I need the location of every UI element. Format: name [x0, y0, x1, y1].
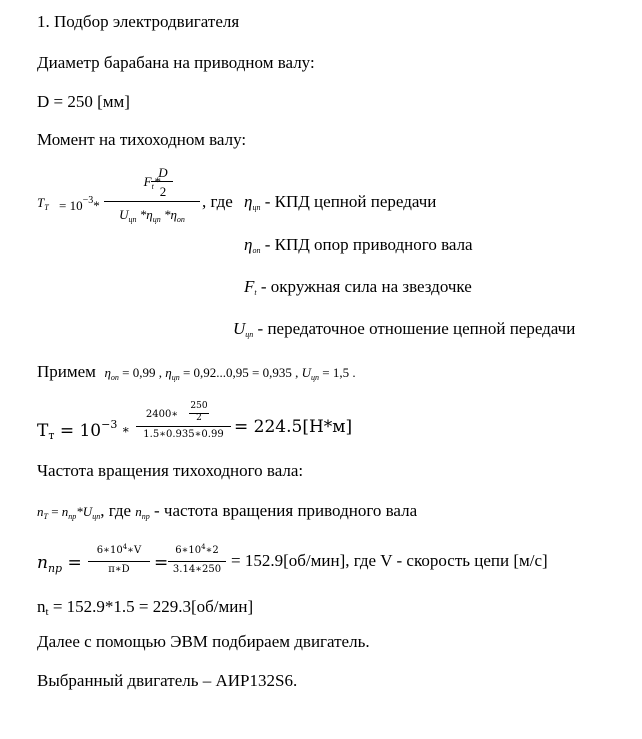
torque-formula-rhs-start: = $10^{-3}*$	[59, 195, 100, 213]
torque-calc-main-bar	[136, 426, 231, 427]
speed-label: Частота вращения тихоходного вала:	[37, 461, 304, 480]
nt-calculation: nt = 152.9*1.5 = 229.3[об/мин]	[37, 597, 254, 618]
drum-diameter-label: Диаметр барабана на приводном валу:	[37, 53, 315, 72]
torque-calc-result: = 224.5[Н*м]	[234, 417, 353, 437]
torque-calc-num-a: 2400∗	[145, 409, 179, 420]
drum-diameter-value: D = 250 [мм]	[37, 92, 130, 111]
torque-formula-numerator: $F_t*$	[143, 174, 161, 191]
where-word: , где	[202, 192, 233, 211]
definition-eta-cp: $\eta_{цп}$ - КПД цепной передачи	[244, 192, 437, 212]
drive-speed-f2-num: $6∗10^4∗2$	[175, 543, 219, 556]
torque-formula-lhs: $T_T$	[37, 195, 49, 212]
drive-speed-f1-bar	[88, 561, 150, 562]
drive-speed-f1-num: $6∗10^4∗V$	[96, 543, 142, 556]
torque-formula-num-two: 2	[159, 184, 167, 199]
torque-label: Момент на тихоходном валу:	[37, 130, 247, 149]
torque-formula-denominator: $U_{цп}$ $*\eta_{цп}$ $*\eta_{оп}$	[119, 207, 185, 224]
drive-speed-eq2: =	[154, 553, 169, 573]
torque-calc-lhs: Tт = $10^{-3}$ *	[37, 418, 129, 442]
torque-formula-num-d: D	[158, 165, 168, 180]
chosen-motor-text: Выбранный двигатель – АИР132S6.	[37, 671, 298, 690]
speed-formula: $n_T = n_{пр}*U_{цп}$, где $n_{пр}$ - частота вращения приводного вала	[37, 501, 418, 521]
section-heading: 1. Подбор электродвигателя	[37, 12, 240, 31]
drive-speed-lhs: $n_{пр}$ =	[37, 553, 82, 575]
drive-speed-f2-den: 3.14∗250	[172, 564, 222, 575]
assumption-line: Примем $\eta_{оп} = 0,99$ , $\eta_{цп} = 0,92...0,95 = 0,935$ , $U_{цп} = 1,5$ .	[37, 362, 356, 382]
torque-calc-num-b: 250	[190, 401, 208, 411]
definition-ft: $F_t$ - окружная сила на звездочке	[244, 277, 472, 297]
torque-calc-den: 1.5∗0.935∗0.99	[143, 429, 224, 440]
torque-calc-num-c: 2	[196, 413, 202, 423]
next-step-text: Далее с помощью ЭВМ подбираем двигатель.	[37, 632, 370, 651]
definition-u-cp: $U_{цп}$ - передаточное отношение цепной передачи	[233, 319, 576, 339]
drive-speed-result: = 152.9[об/мин], где V - скорость цепи [м/с]	[231, 551, 548, 570]
torque-formula-inner-bar	[151, 181, 173, 182]
drive-speed-f1-den: π∗D	[108, 564, 130, 575]
drive-speed-f2-bar	[168, 561, 226, 562]
definition-eta-op: $\eta_{оп}$ - КПД опор приводного вала	[244, 235, 473, 255]
torque-formula-main-bar	[104, 201, 200, 202]
